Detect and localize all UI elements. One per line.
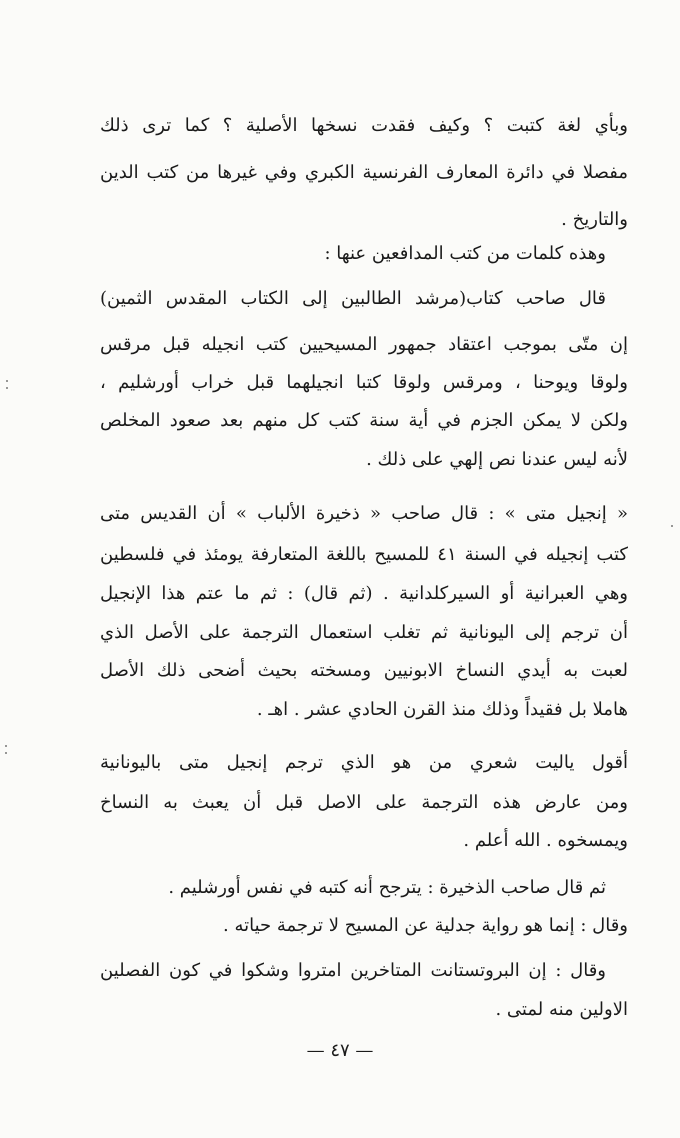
- text-line: وقال : إنما هو رواية جدلية عن المسيح لا ترجمة حياته .: [223, 915, 628, 936]
- text-line: لأنه ليس عندنا نص إلهي على ذلك .: [366, 449, 628, 470]
- text-line: هاملا بل فقيداً وذلك منذ القرن الحادي عشر . اهـ .: [256, 699, 628, 720]
- text-line: لعبت به أيدي النساخ الابونيين ومسخته بحيث أضحى ذلك الأصل: [100, 660, 628, 681]
- text-line: أقول ياليت شعري من هو الذي ترجم إنجيل متى باليونانية: [100, 752, 628, 773]
- text-line: ومن عارض هذه الترجمة على الاصل قبل أن يعبث به النساخ: [100, 792, 628, 813]
- text-line: الاولين منه لمتى .: [495, 999, 628, 1020]
- text-line: وقال : إن البروتستانت المتاخرين امتروا وشكوا في كون الفصلين: [100, 960, 606, 981]
- text-line: والتاريخ .: [561, 209, 628, 230]
- text-line: إن متّى بموجب اعتقاد جمهور المسيحيين كتب انجيله قبل مرقس: [100, 334, 628, 355]
- scan-speck: [5, 745, 7, 747]
- text-line: ويمسخوه . الله أعلم .: [463, 830, 628, 851]
- text-line: كتب إنجيله في السنة ٤١ للمسيح باللغة المتعارفة يومئذ في فلسطين: [100, 544, 628, 565]
- text-line: ولوقا ويوحنا ، ومرقس ولوقا كتبا انجيلهما قبل خراب أورشليم ،: [100, 372, 628, 393]
- text-line: ثم قال صاحب الذخيرة : يترجح أنه كتبه في نفس أورشليم .: [168, 877, 606, 898]
- page-number: — ٤٧ —: [306, 1040, 374, 1061]
- text-line: وهي العبرانية أو السيركلدانية . (ثم قال) : ثم ما عتم هذا الإنجيل: [100, 583, 628, 604]
- text-line: مفصلا في دائرة المعارف الفرنسية الكبري وفي غيرها من كتب الدين: [100, 162, 628, 183]
- scan-speck: [6, 387, 8, 389]
- scan-speck: [5, 752, 7, 754]
- text-line: ولكن لا يمكن الجزم في أية سنة كتب كل منهم بعد صعود المخلص: [100, 410, 628, 431]
- text-line: قال صاحب كتاب(مرشد الطالبين إلى الكتاب المقدس الثمين): [100, 288, 606, 309]
- text-line: « إنجيل متى » : قال صاحب « ذخيرة الألباب » أن القديس متى: [100, 503, 628, 524]
- scan-speck: [671, 525, 673, 527]
- text-line: وبأي لغة كتبت ؟ وكيف فقدت نسخها الأصلية ؟ كما ترى ذلك: [100, 115, 628, 136]
- text-line: وهذه كلمات من كتب المدافعين عنها :: [324, 243, 606, 264]
- scan-speck: [6, 380, 8, 382]
- text-line: أن ترجم إلى اليونانية ثم تغلب استعمال الترجمة على الأصل الذي: [100, 622, 628, 643]
